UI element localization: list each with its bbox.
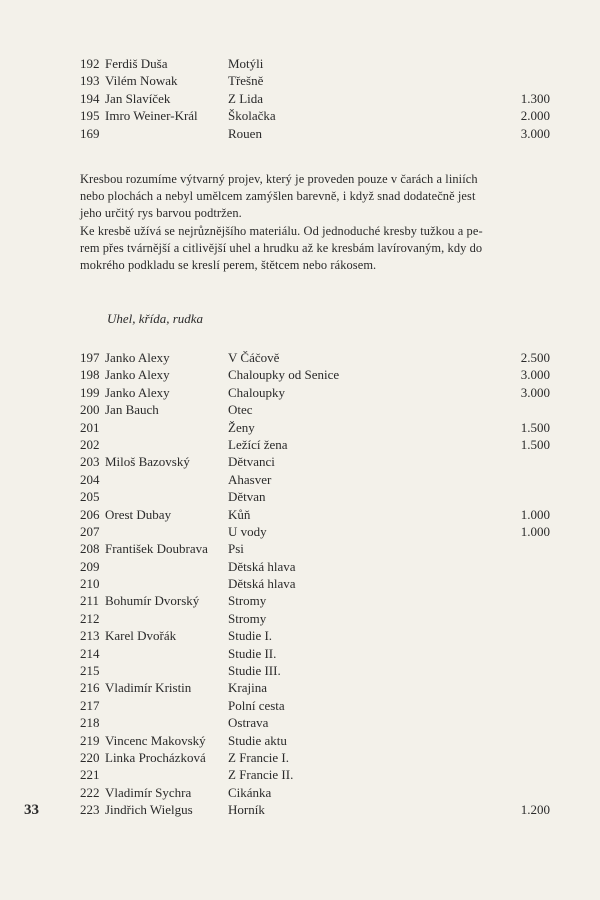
entry-artist: Bohumír Dvorský (105, 593, 200, 609)
entry-artist: Jan Bauch (105, 402, 159, 418)
table-row (80, 55, 560, 72)
entry-number: 210 (80, 576, 100, 592)
entry-number: 194 (80, 90, 100, 106)
table-row (80, 662, 560, 679)
prose-line: mokrého podkladu se kreslí perem, štětcem nebo rákosem. (80, 258, 377, 273)
top-entries-table (80, 55, 560, 142)
entry-title: Krajina (228, 680, 267, 696)
entry-number: 197 (80, 350, 100, 365)
entry-title: Ležící žena (228, 436, 288, 452)
entry-artist: Linka Procházková (105, 749, 206, 765)
prose-line: jeho určitý rys barvou podtržen. (80, 206, 242, 221)
entry-price: 1.500 (520, 436, 550, 452)
entry-number: 218 (80, 715, 100, 731)
table-row (80, 506, 560, 523)
table-row (80, 125, 560, 142)
entry-title: Ostrava (228, 715, 269, 731)
entry-artist: Ferdiš Duša (105, 56, 168, 71)
entry-title: Ahasver (228, 471, 272, 487)
entry-number: 217 (80, 697, 100, 713)
entry-artist: Karel Dvořák (105, 628, 177, 644)
entry-number: 215 (80, 663, 100, 679)
table-row (80, 401, 560, 418)
table-row (80, 801, 560, 818)
entry-title: Horník (228, 802, 265, 818)
entry-number: 222 (80, 784, 100, 800)
entry-title: Rouen (228, 125, 262, 141)
entry-number: 198 (80, 367, 100, 383)
entry-artist: Jan Slavíček (105, 90, 171, 106)
table-row (80, 90, 560, 107)
section-heading: Uhel, křída, rudka (107, 311, 204, 326)
entry-number: 223 (80, 802, 100, 818)
entry-number: 206 (80, 506, 100, 522)
entry-title: Stromy (228, 593, 267, 609)
entry-title: Studie II. (228, 645, 277, 661)
entry-number: 216 (80, 680, 100, 696)
entry-title: Studie III. (228, 663, 281, 679)
table-row (80, 732, 560, 749)
page-number: 33 (24, 802, 39, 818)
entry-title: Stromy (228, 610, 267, 626)
entry-number: 209 (80, 558, 100, 574)
entry-number: 202 (80, 436, 100, 452)
entry-number: 211 (80, 593, 100, 609)
entries-table (80, 349, 560, 819)
entry-title: Ženy (228, 419, 255, 435)
entry-title: Otec (228, 402, 253, 418)
entry-title: Z Lida (228, 90, 264, 106)
entry-price: 1.000 (520, 506, 550, 522)
entry-title: Dětská hlava (228, 576, 296, 592)
table-row (80, 453, 560, 470)
entry-title: Studie I. (228, 628, 273, 644)
entry-number: 219 (80, 732, 100, 748)
entry-number: 207 (80, 523, 100, 539)
entry-price: 1.300 (520, 90, 550, 106)
entry-number: 204 (80, 471, 100, 487)
entry-artist: Jindřich Wielgus (105, 802, 193, 818)
entry-number: 220 (80, 749, 100, 765)
entry-title: Polní cesta (228, 697, 285, 713)
table-row (80, 627, 560, 644)
table-row (80, 679, 560, 696)
entry-number: 200 (80, 402, 100, 418)
entry-number: 193 (80, 73, 100, 89)
entry-title: Chaloupky (228, 384, 286, 400)
entry-number: 203 (80, 454, 100, 470)
entry-title: Kůň (228, 506, 251, 522)
entry-title: Chaloupky od Senice (228, 367, 340, 383)
table-row (80, 72, 560, 89)
table-row (80, 107, 560, 124)
entry-price: 2.000 (520, 108, 550, 124)
entry-title: Z Francie II. (228, 767, 294, 783)
table-row (80, 436, 560, 453)
table-row (80, 540, 560, 557)
table-row (80, 749, 560, 766)
entry-artist: Janko Alexy (105, 384, 170, 400)
entry-title: Studie aktu (228, 732, 287, 748)
entry-number: 169 (80, 125, 100, 141)
entry-artist: Vilém Nowak (105, 73, 178, 89)
entry-artist: Janko Alexy (105, 367, 170, 383)
entry-price: 2.500 (520, 350, 550, 365)
entry-title: Z Francie I. (228, 749, 290, 765)
entry-title: Dětvanci (228, 454, 275, 470)
entry-price: 1.500 (520, 419, 550, 435)
table-row (80, 645, 560, 662)
table-row (80, 575, 560, 592)
entry-number: 213 (80, 628, 100, 644)
entry-price: 1.000 (520, 523, 550, 539)
drawing-description (80, 171, 560, 274)
table-row (80, 766, 560, 783)
entry-price: 3.000 (520, 384, 550, 400)
entry-number: 214 (80, 645, 100, 661)
entry-title: Cikánka (228, 784, 272, 800)
entry-price: 3.000 (520, 367, 550, 383)
entry-number: 199 (80, 384, 100, 400)
table-row (80, 714, 560, 731)
prose-line: rem přes tvárnější a citlivější uhel a hrudku až ke kresbám lavírovaným, kdy do (80, 240, 483, 255)
table-row (80, 523, 560, 540)
entry-artist: Vladimír Sychra (105, 784, 192, 800)
table-row (80, 558, 560, 575)
entry-artist: Vladimír Kristin (105, 680, 192, 696)
entry-title: Školačka (228, 108, 276, 124)
entry-title: Motýli (228, 56, 264, 71)
entry-artist: Orest Dubay (105, 506, 172, 522)
entry-title: Dětvan (228, 489, 266, 505)
entry-artist: František Doubrava (105, 541, 208, 557)
prose-line: Kresbou rozumíme výtvarný projev, který je proveden pouze v čarách a liniích (80, 172, 478, 186)
entry-title: Psi (228, 541, 244, 557)
entry-artist: Miloš Bazovský (105, 454, 190, 470)
entry-artist: Imro Weiner-Král (105, 108, 198, 124)
table-row (80, 471, 560, 488)
entry-artist: Janko Alexy (105, 350, 170, 365)
prose-line: Ke kresbě užívá se nejrůznějšího materiálu. Od jednoduché kresby tužkou a pe- (80, 223, 483, 238)
entry-number: 201 (80, 419, 100, 435)
entry-number: 195 (80, 108, 100, 124)
entry-title: Dětská hlava (228, 558, 296, 574)
entry-number: 208 (80, 541, 100, 557)
entry-price: 1.200 (520, 802, 550, 818)
entry-title: U vody (228, 523, 267, 539)
table-row (80, 419, 560, 436)
prose-line: nebo plochách a nebyl umělcem zamýšlen barevně, i když snad dodatečně jest (80, 189, 476, 204)
table-row (80, 384, 560, 401)
table-row (80, 488, 560, 505)
entry-title: V Čáčově (228, 350, 280, 365)
entry-number: 205 (80, 489, 100, 505)
entry-title: Třešně (228, 73, 264, 89)
entry-number: 212 (80, 610, 100, 626)
table-row (80, 610, 560, 627)
table-row (80, 697, 560, 714)
entry-number: 221 (80, 767, 100, 783)
entry-price: 3.000 (520, 125, 550, 141)
table-row (80, 592, 560, 609)
table-row (80, 349, 560, 366)
entry-artist: Vincenc Makovský (105, 732, 206, 748)
entry-number: 192 (80, 56, 100, 71)
table-row (80, 784, 560, 801)
table-row (80, 366, 560, 383)
